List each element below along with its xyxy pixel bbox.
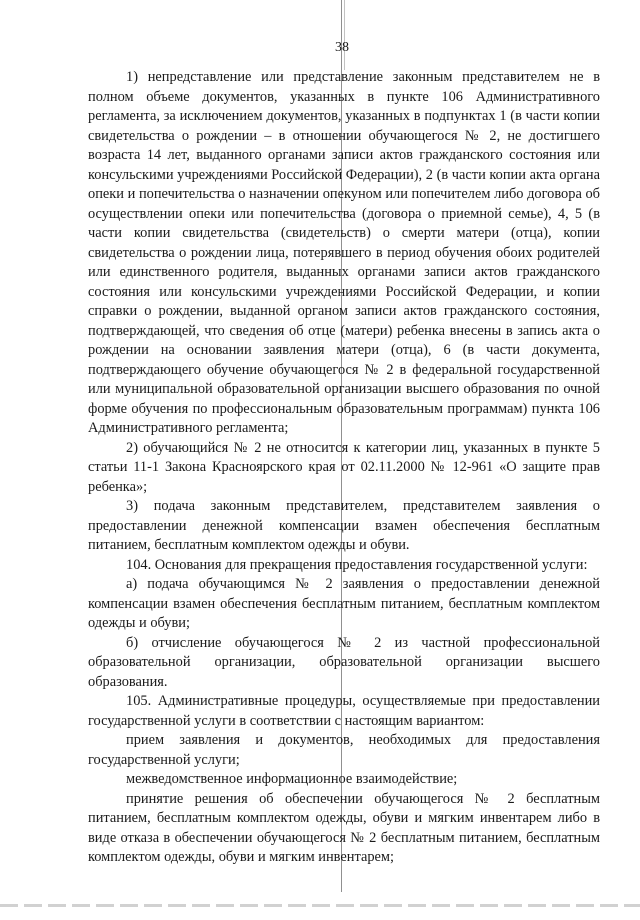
paragraph-104-a: а) подача обучающимся № 2 заявления о предоставлении денежной компенсации взамен обеспечения бесплатным питанием, бесплатным комплектом одежды и обуви; xyxy=(88,576,600,631)
procedure-item-2: межведомственное информационное взаимодействие; xyxy=(126,771,458,787)
page-number: 38 xyxy=(335,40,349,55)
paragraph-103-1: 1) непредставление или представление законным представителем не в полном объеме документов, указанных в пункте 106 Административного регламента, за исключением документов, указанных в подпунктах 1 (в части копии свидетельства о рождении – в отношении обучающегося № 2, не достигшего возраста 14 лет, выданного органами записи актов гражданского состояния или консульскими учреждениями Российской Федерации), 2 (в части копии акта органа опеки и попечительства о назначении опекуном или попечителем либо договора об осуществлении опеки или попечительства (договора о приемной семье), 4, 5 (в части копии свидетельства (свидетельств) о смерти матери (отца), копии свидетельства о рождении лица, потерявшего в период обучения обоих родителей или единственного родителя, выданных органами записи актов гражданского состояния или консульскими учреждениями Российской Федерации, и копии справки о рождении, выданной органом записи актов гражданского состояния, подтверждающей, что сведения об отце (матери) ребенка внесены в запись акта о рождении на основании заявления матери (отца), 6 (в части документа, подтверждающего обучение обучающегося № 2 в федеральной государственной или муниципальной образовательной организации высшего образования по очной форме обучения по профессиональным образовательным программам) пункта 106 Административного регламента; xyxy=(88,69,600,436)
document-body xyxy=(88,68,600,868)
scan-bottom-edge xyxy=(0,904,640,907)
paragraph-104: 104. Основания для прекращения предоставления государственной услуги: xyxy=(126,556,588,573)
paragraph-104-b: б) отчисление обучающегося № 2 из частной профессиональной образовательной организации, образовательной организации высшего образования. xyxy=(88,634,600,690)
paragraph-103-3: 3) подача законным представителем, представителем заявления о предоставлении денежной компенсации взамен обеспечения бесплатным питанием, бесплатным комплектом одежды и обуви. xyxy=(88,498,600,553)
procedure-item-1: прием заявления и документов, необходимых для предоставления государственной услуги; xyxy=(88,732,600,768)
procedure-item-3: принятие решения об обеспечении обучающегося № 2 бесплатным питанием, бесплатным комплектом одежды, обуви и мягким инвентарем либо в виде отказа в обеспечении обучающегося № 2 бесплатным питанием, бесплатным комплектом одежды, обуви и мягким инвентарем; xyxy=(88,790,600,865)
paragraph-103-2: 2) обучающийся № 2 не относится к категории лиц, указанных в пункте 5 статьи 11-1 Закона Красноярского края от 02.11.2000 № 12-961 «О защите прав ребенка»; xyxy=(88,439,600,495)
paragraph-105: 105. Административные процедуры, осуществляемые при предоставлении государственной услуги в соответствии с настоящим вариантом: xyxy=(88,693,600,729)
scan-fold-line-secondary xyxy=(344,0,345,70)
